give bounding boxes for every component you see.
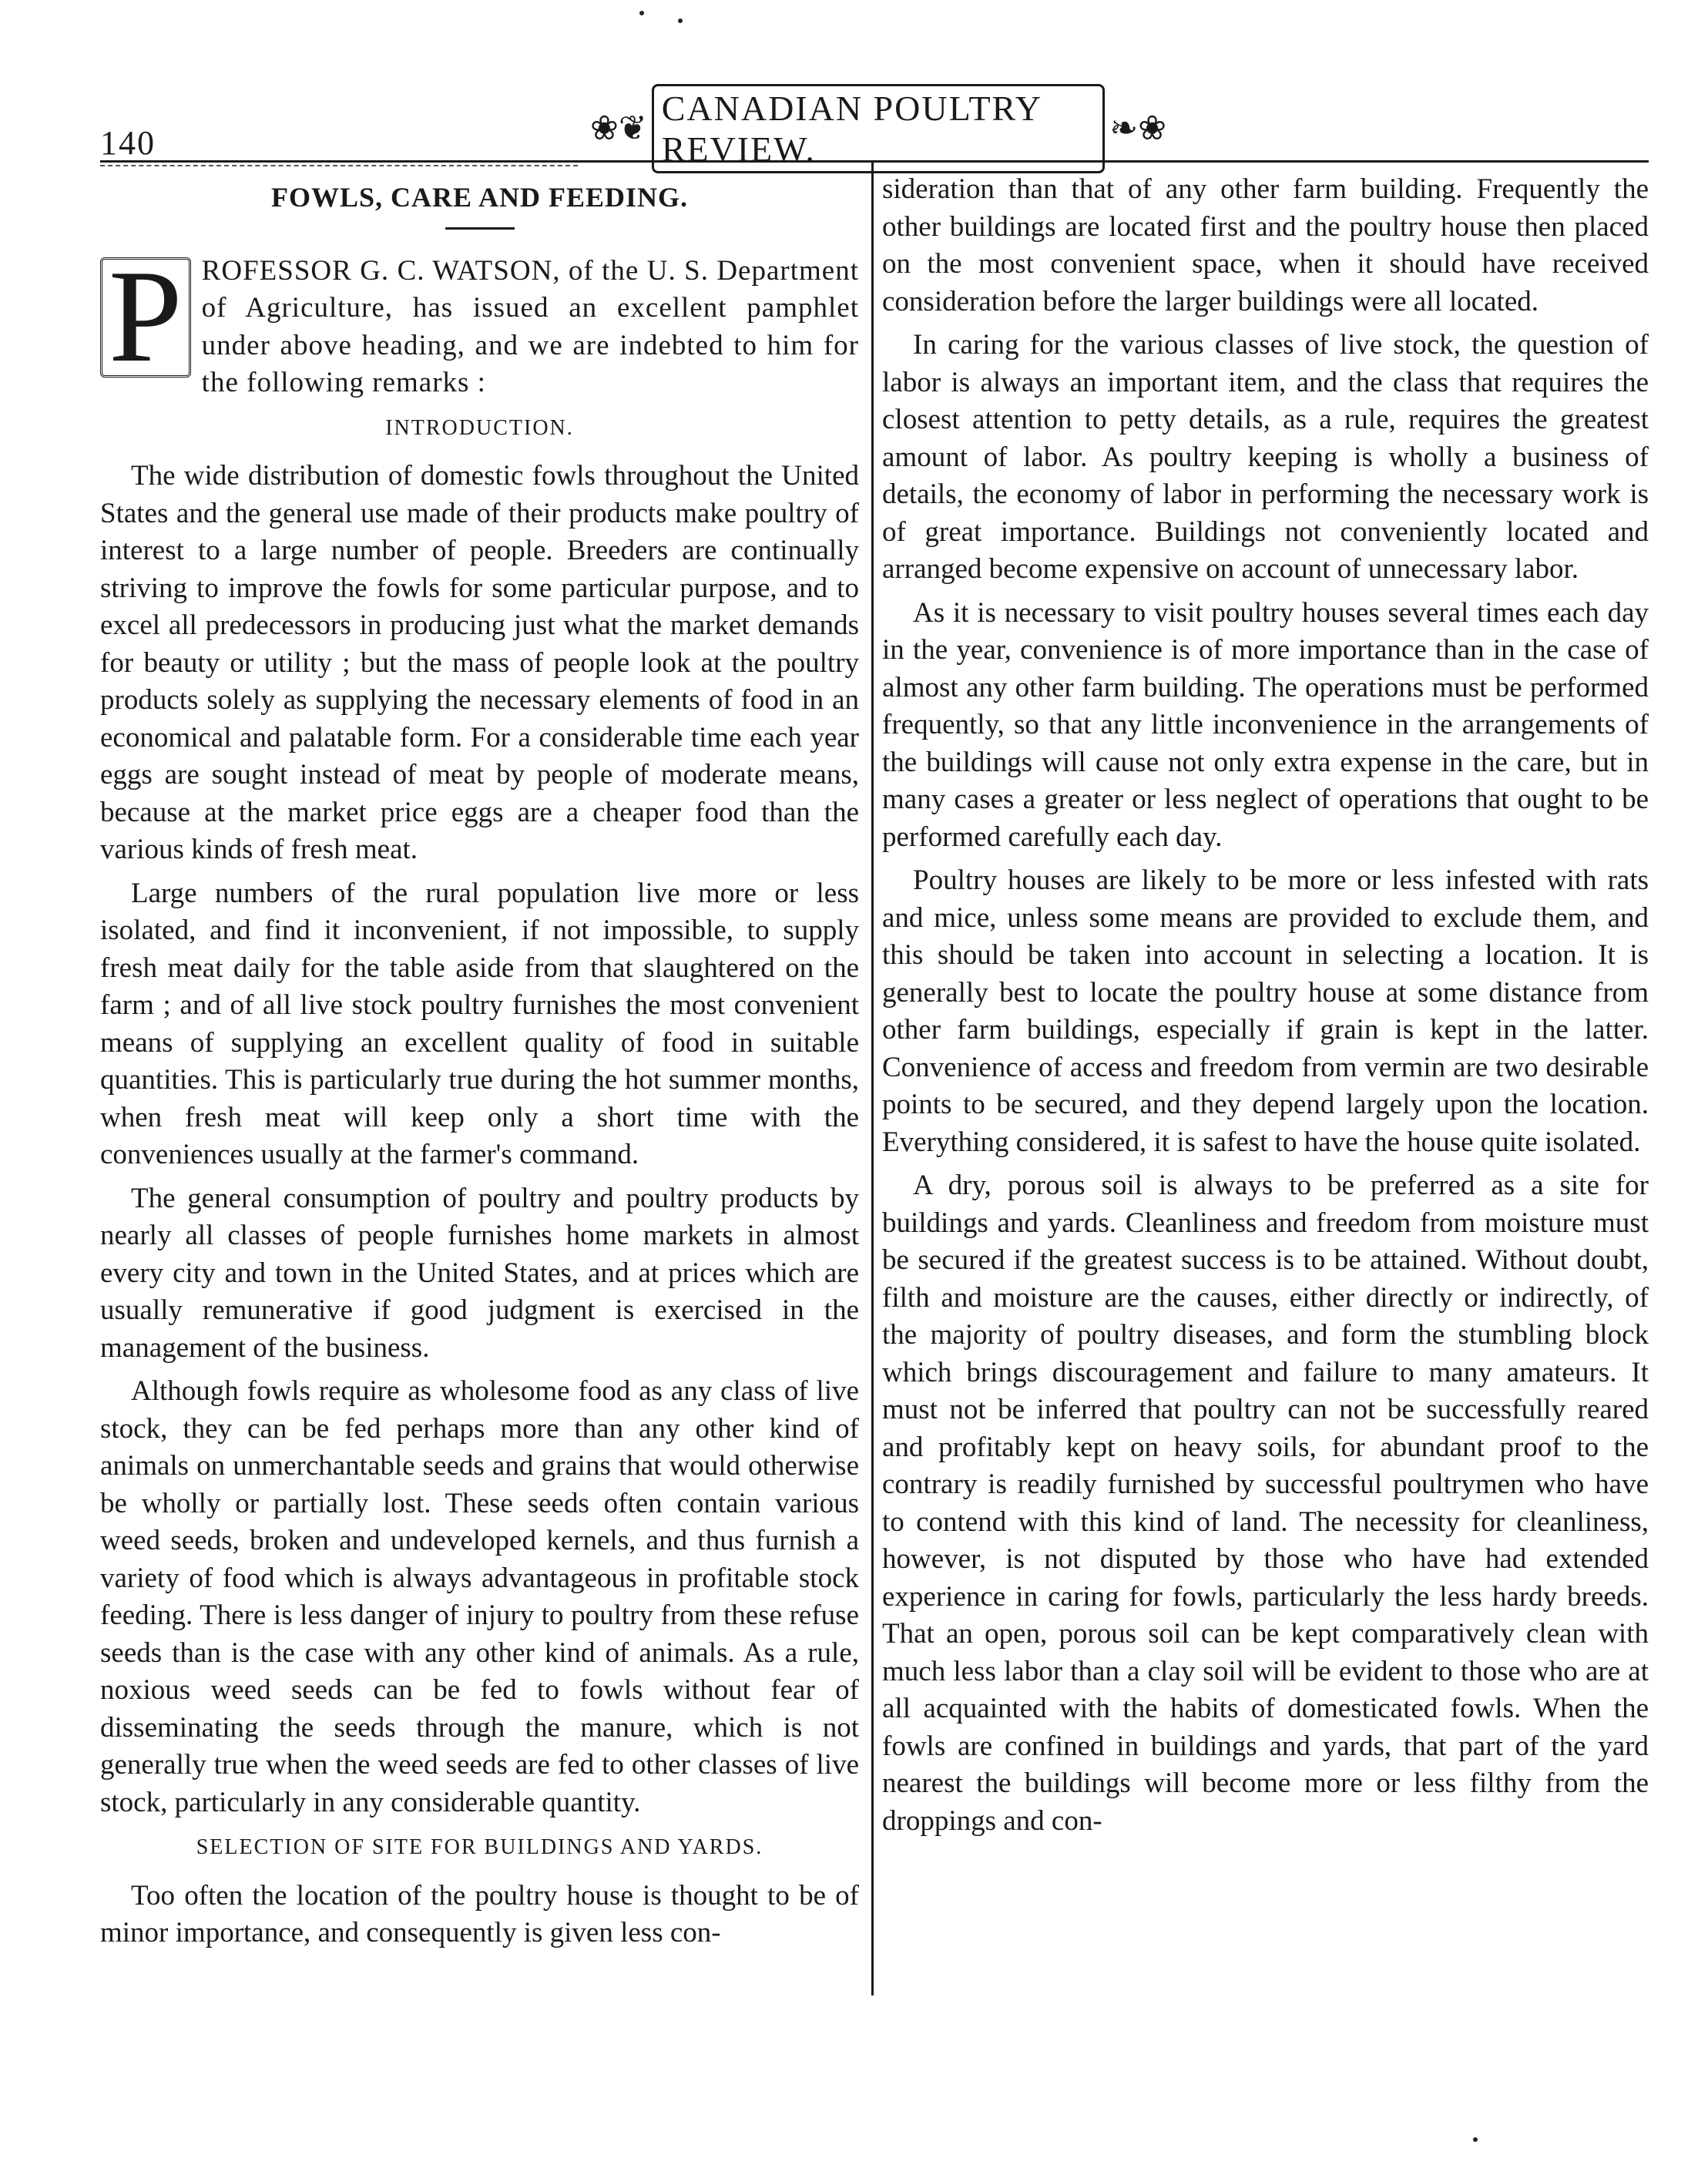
article-title: FOWLS, CARE AND FEEDING.: [270, 182, 689, 213]
dropcap: P: [100, 257, 191, 378]
ornament-right-icon: ❧❀: [1109, 109, 1166, 147]
print-speck: [678, 18, 683, 23]
title-rule: [445, 227, 515, 230]
ornament-left-icon: ❀❦: [590, 109, 647, 147]
paragraph: Too often the location of the poultry house is thought to be of minor importance, and consequently is given less con-: [100, 1879, 859, 1948]
print-speck: [639, 11, 644, 15]
section-heading-introduction: INTRODUCTION.: [385, 415, 574, 440]
column-divider: [871, 162, 874, 1995]
paragraph-continued: sideration than that of any other farm building. Frequently the other buildings are located first and the poultry house then placed on the most convenient space, when it should have received consideration before the larger buildings were all located.: [882, 173, 1649, 317]
paragraph: A dry, porous soil is always to be preferred as a site for buildings and yards. Cleanliness and freedom from moisture must be secured if the greatest success is to be attained. Without doubt, filth and moisture are the causes, either directly or indirectly, of the majority of poultry diseases, and form the stumbling block which brings discouragement and failure to many amateurs. It must not be inferred that poultry can not be successfully reared and profitably kept on heavy soils, for abundant proof to the contrary is readily furnished by successful poultrymen who have to contend with this kind of land. The necessity for cleanliness, however, is not disputed by those who have had extended experience in caring for fowls, particularly the less hardy breeds. That an open, porous soil can be kept comparatively clean with much less labor than a clay soil will be evident to those who are at all acquainted with the habits of domesticated fowls. When the fowls are confined in buildings and yards, that part of the yard nearest the buildings will become more or less filthy from the droppings and con-: [882, 1170, 1649, 1837]
paragraph: Poultry houses are likely to be more or less infested with rats and mice, unless some means are provided to exclude them, and this should be taken into account in selecting a location. It is generally best to locate the poultry house at some distance from other farm buildings, especially if grain is kept in the latter. Convenience of access and freedom from vermin are two desirable points to be secured, and they depend largely upon the location. Everything considered, it is safest to have the house quite isolated.: [882, 864, 1649, 1158]
header-rule: [100, 160, 1649, 163]
paragraph: In caring for the various classes of live stock, the question of labor is always an important item, and the class that requires the closest attention to petty details, as a rule, requires the greatest amount of labor. As poultry keeping is wholly a business of details, the economy of labor in performing the necessary work is of great importance. Buildings not conveniently located and arranged become expensive on account of unnecessary labor.: [882, 329, 1649, 585]
paragraph: As it is necessary to visit poultry houses several times each day in the year, convenience is of more importance than in the case of almost any other farm building. The operations must be performed frequently, so that any little inconvenience in the arrangements of the buildings will cause not only extra expense in the care, but in many cases a greater or less neglect of operations that ought to be performed carefully each day.: [882, 596, 1649, 853]
lead-paragraph: [100, 243, 859, 402]
right-column: [882, 171, 1649, 1846]
header-rule-dashes: [100, 165, 578, 166]
print-speck: [1473, 2137, 1478, 2142]
lead-text: ROFESSOR G. C. WATSON, of the U. S. Department of Agriculture, has issued an excellent pamphlet under above heading, and we are indebted to him for the following remarks :: [201, 254, 859, 398]
section-heading-site: SELECTION OF SITE FOR BUILDINGS AND YARDS.: [196, 1835, 763, 1859]
masthead: [586, 89, 1171, 169]
page-number: 140: [100, 124, 156, 162]
paragraph: Large numbers of the rural population live more or less isolated, and find it inconvenient, if not impossible, to supply fresh meat daily for the table aside from that slaughtered on the farm ; and of all live stock poultry furnishes the most convenient means of supplying an excellent quality of food in suitable quantities. This is particularly true during the hot summer months, when fresh meat will keep only a short time with the conveniences usually at the farmer's command.: [100, 877, 859, 1170]
masthead-title: CANADIAN POULTRY REVIEW.: [652, 84, 1106, 173]
paragraph: Although fowls require as wholesome food as any class of live stock, they can be fed perhaps more than any other kind of animals on unmerchantable seeds and grains that would otherwise be wholly or partially lost. These seeds often contain various weed seeds, broken and undeveloped kernels, and thus furnish a variety of food which is always advantageous in profitable stock feeding. There is less danger of injury to poultry from these refuse seeds than is the case with any other kind of animals. As a rule, noxious weed seeds can be fed to fowls without fear of disseminating the seeds through the manure, which is not generally true when the weed seeds are fed to other classes of live stock, particularly in any considerable quantity.: [100, 1375, 859, 1818]
paragraph: The general consumption of poultry and poultry products by nearly all classes of people furnishes home markets in almost every city and town in the United States, and at prices which are usually remunerative if good judgment is exercised in the management of the business.: [100, 1182, 859, 1364]
paragraph: The wide distribution of domestic fowls throughout the United States and the general use made of their products make poultry of interest to a large number of people. Breeders are continually striving to improve the fowls for some particular purpose, and to excel all predecessors in producing just what the market demands for beauty or utility ; but the mass of people look at the poultry products solely as supplying the necessary elements of food in an economical and palatable form. For a considerable time each year eggs are sought instead of meat by people of moderate means, because at the market price eggs are a cheaper food than the various kinds of fresh meat.: [100, 460, 859, 865]
left-column: [100, 171, 859, 1959]
